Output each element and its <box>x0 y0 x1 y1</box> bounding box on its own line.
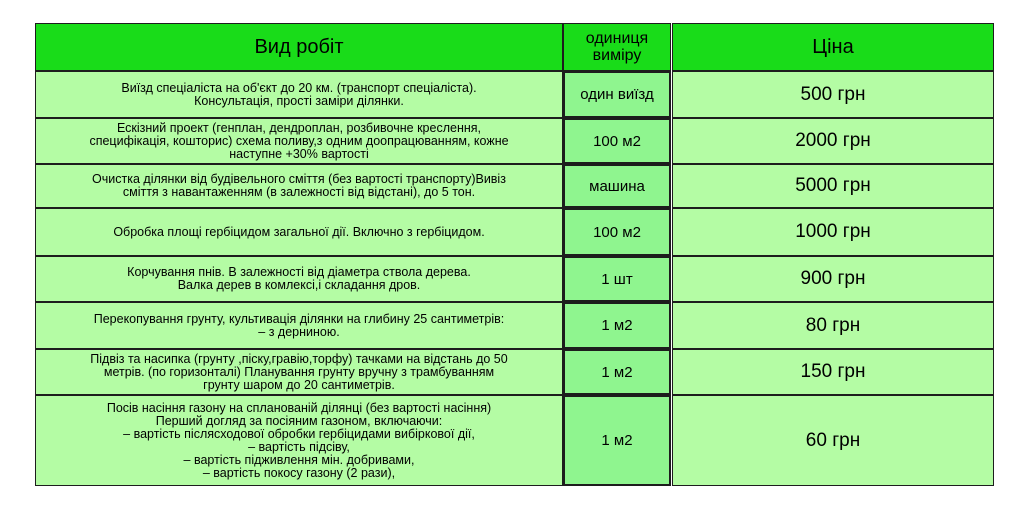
row-price: 60 грн <box>672 395 994 486</box>
row-price: 80 грн <box>672 302 994 349</box>
row-unit <box>563 71 671 118</box>
row-description: Підвіз та насипка (грунту ,піску,гравію,торфу) тачками на відстань до 50 метрів. (по горизонталі) Планування грунту вручну з трамбуванням грунту шаром до 20 сантиметрів. <box>35 349 563 395</box>
row-unit-value: 1 м2 <box>568 354 666 390</box>
row-price: 500 грн <box>672 71 994 118</box>
row-unit <box>563 164 671 208</box>
row-unit <box>563 395 671 486</box>
row-description: Перекопування грунту, культивація ділянки на глибину 25 сантиметрів: – з дерниною. <box>35 302 563 349</box>
row-unit-value: 1 м2 <box>568 400 666 481</box>
row-description: Ескізний проект (генплан, дендроплан, розбивочне креслення, специфікація, кошторис) схема поливу,з одним доопрацюванням, кожне наступне +30% вартості <box>35 118 563 164</box>
row-unit <box>563 118 671 164</box>
row-description: Виїзд спеціаліста на об'єкт до 20 км. (транспорт спеціаліста). Консультація, прості заміри ділянки. <box>35 71 563 118</box>
row-price: 900 грн <box>672 256 994 302</box>
header-price: Ціна <box>672 23 994 71</box>
row-price: 1000 грн <box>672 208 994 256</box>
row-unit-value: машина <box>568 169 666 203</box>
row-unit-value: 1 м2 <box>568 307 666 344</box>
row-price: 150 грн <box>672 349 994 395</box>
row-price: 5000 грн <box>672 164 994 208</box>
row-unit-value: 100 м2 <box>568 213 666 251</box>
row-description: Обробка площі гербіцидом загальної дії. Включно з гербіцидом. <box>35 208 563 256</box>
row-unit <box>563 349 671 395</box>
header-unit: одиниця виміру <box>563 23 671 71</box>
row-unit <box>563 302 671 349</box>
price-table <box>35 23 994 486</box>
row-unit <box>563 208 671 256</box>
row-description: Посів насіння газону на спланованій ділянці (без вартості насіння) Перший догляд за посіяним газоном, включаючи: – вартість післясходової обробки гербіцидами вибіркової дії, – вартість підсіву, – вартість підживлення мін. добривами, – вартість покосу газону (2 рази), <box>35 395 563 486</box>
row-description: Корчування пнів. В залежності від діаметра ствола дерева. Валка дерев в комлексі,і складання дров. <box>35 256 563 302</box>
row-unit-value: 100 м2 <box>568 123 666 159</box>
row-description: Очистка ділянки від будівельного сміття (без вартості транспорту)Вивіз сміття з навантаженням (в залежності від відстані), до 5 тон. <box>35 164 563 208</box>
row-price: 2000 грн <box>672 118 994 164</box>
row-unit-value: 1 шт <box>568 261 666 297</box>
row-unit-value: один виїзд <box>568 76 666 113</box>
row-unit <box>563 256 671 302</box>
header-work-type: Вид робіт <box>35 23 563 71</box>
